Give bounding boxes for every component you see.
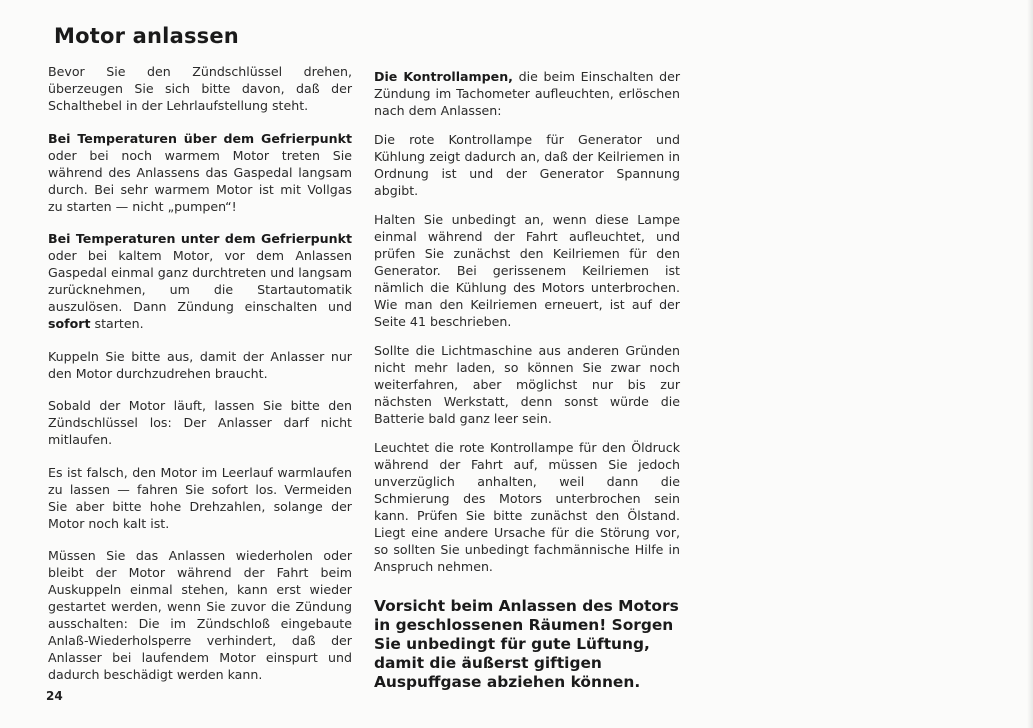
paragraph-warm-start: Bei Temperaturen über dem Gefrierpunkt oder bei noch warmem Motor treten Sie während des Anlassens das Gaspedal langsam durch. Bei sehr warmem Motor ist mit Vollgas zu starten — nicht „pumpen“! — [48, 130, 352, 214]
paragraph-cold-start: Bei Temperaturen unter dem Gefrierpunkt oder bei kaltem Motor, vor dem Anlassen Gaspedal einmal ganz durchtreten und langsam zurücknehmen, um die Startautomatik auszulösen. Dann Zündung einschalten und sofort starten. — [48, 231, 352, 331]
paragraph-clutch: Kuppeln Sie bitte aus, damit der Anlasser nur den Motor durchzudrehen braucht. — [48, 348, 352, 381]
paragraph-stop-check-belt: Halten Sie unbedingt an, wenn diese Lampe einmal während der Fahrt aufleuchtet, und prüfen Sie zunächst den Keilriemen für den Generator. Bei gerissenem Keilriemen ist nämlich die Kühlung des Motors unterbrochen. Wie man den Keilriemen erneuert, ist auf der Seite 41 beschrieben. — [374, 212, 680, 329]
page-number: 24 — [46, 689, 63, 703]
heading-kontrollampen: Die Kontrollampen, — [374, 69, 513, 84]
left-column — [48, 63, 352, 699]
paragraph-alternator: Sollte die Lichtmaschine aus anderen Gründen nicht mehr laden, so können Sie zwar noch weiterfahren, aber möglichst nur bis zur nächsten Werkstatt, denn sonst würde die Batterie bald ganz leer sein. — [374, 343, 680, 426]
paragraph-warmup: Es ist falsch, den Motor im Leerlauf warmlaufen zu lassen — fahren Sie sofort los. Vermeiden Sie aber bitte hohe Drehzahlen, solange der Motor noch kalt ist. — [48, 464, 352, 531]
heading-below-freezing: Bei Temperaturen unter dem Gefrierpunkt — [48, 231, 352, 246]
paragraph-gear-check: Bevor Sie den Zündschlüssel drehen, überzeugen Sie sich bitte davon, daß der Schalthebel in der Lehrlaufstellung steht. — [48, 64, 352, 113]
heading-above-freezing: Bei Temperaturen über dem Gefrierpunkt — [48, 130, 352, 146]
paragraph-warning-lights: Die Kontrollampen, die beim Einschalten der Zündung im Tachometer aufleuchten, erlöschen nach dem Anlassen: — [374, 69, 681, 118]
emphasis-sofort: sofort — [48, 316, 91, 331]
paragraph-generator-lamp: Die rote Kontrollampe für Generator und Kühlung zeigt dadurch an, daß der Keilriemen in Ordnung ist und der Generator Spannung abgibt. — [374, 132, 680, 198]
ventilation-warning: Vorsicht beim Anlassen des Motors in geschlossenen Räumen! Sorgen Sie unbedingt für gute Lüftung, damit die äußerst giftigen Auspuffgase abziehen können. — [374, 597, 679, 691]
paragraph-restart-lock: Müssen Sie das Anlassen wiederholen oder bleibt der Motor während der Fahrt beim Auskuppeln einmal stehen, kann erst wieder gestartet werden, wenn Sie zuvor die Zündung ausschalten: Die im Zündschloß eingebaute Anlaß-Wiederholsperre verhindert, daß der Anlasser bei laufendem Motor einspurt und dadurch beschädigt werden kann. — [48, 548, 352, 682]
right-column — [374, 68, 680, 692]
page-title: Motor anlassen — [54, 24, 239, 48]
paragraph-oil-pressure: Leuchtet die rote Kontrollampe für den Öldruck während der Fahrt auf, müssen Sie jedoch unverzüglich anhalten, weil dann die Schmierung des Motors unterbrochen sein kann. Prüfen Sie bitte zunächst den Ölstand. Liegt eine andere Ursache für die Störung vor, so sollten Sie unbedingt fachmännische Hilfe in Anspruch nehmen. — [374, 440, 680, 574]
paragraph-release-key: Sobald der Motor läuft, lassen Sie bitte den Zündschlüssel los: Der Anlasser darf nicht mitlaufen. — [48, 398, 352, 447]
page-edge — [1027, 0, 1033, 728]
